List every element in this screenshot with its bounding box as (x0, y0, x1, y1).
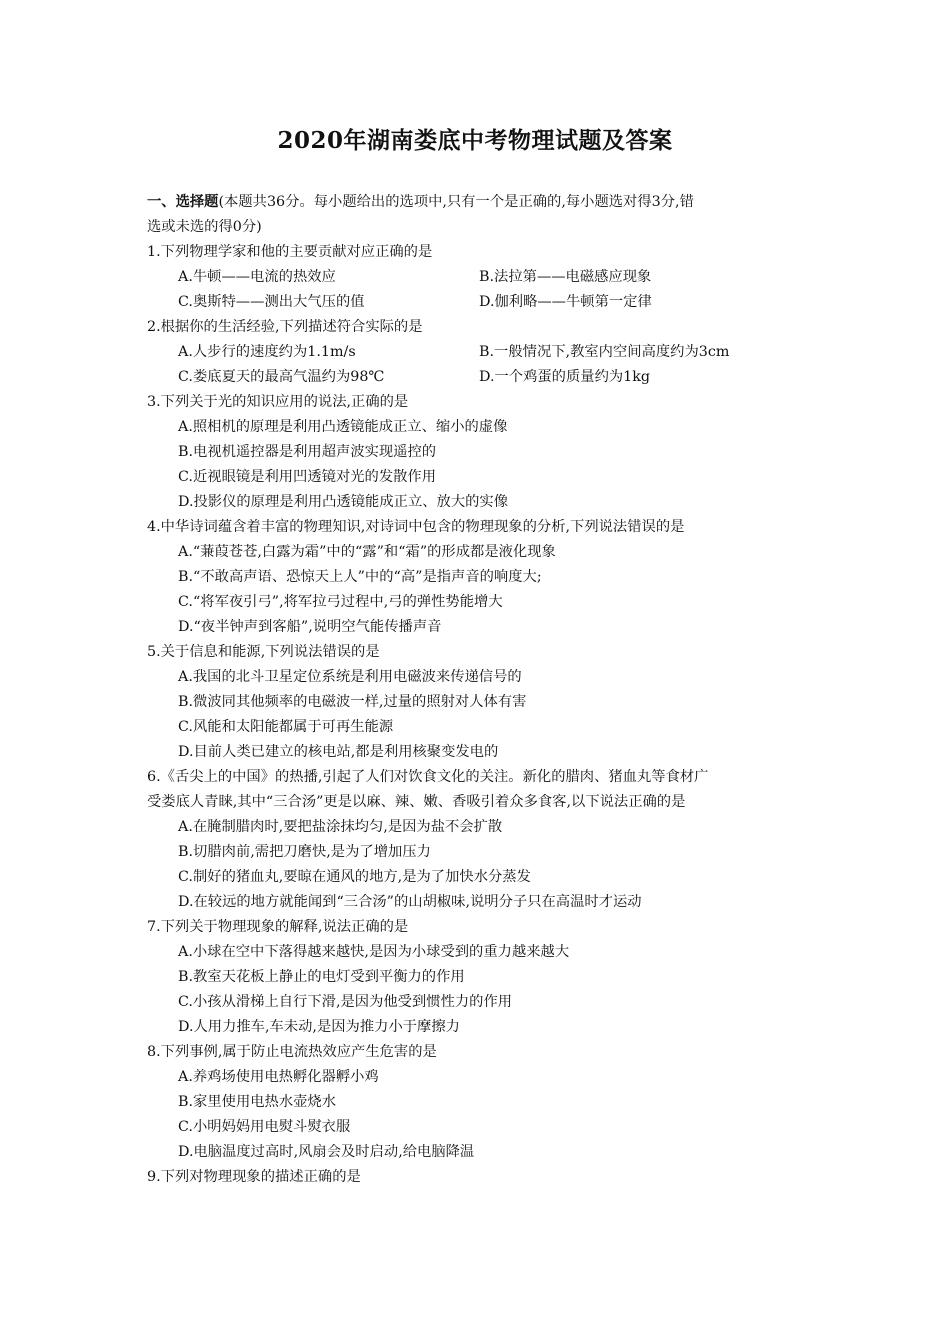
question-3-option-d: D.投影仪的原理是利用凸透镜能成正立、放大的实像 (178, 494, 509, 510)
question-8-option-c: C.小明妈妈用电熨斗熨衣服 (178, 1119, 351, 1135)
question-6-option-d: D.在较远的地方就能闻到“三合汤”的山胡椒味,说明分子只在高温时才运动 (178, 894, 642, 910)
question-7-option-a: A.小球在空中下落得越来越快,是因为小球受到的重力越来越大 (178, 944, 570, 960)
question-7-stem: 7.下列关于物理现象的解释,说法正确的是 (147, 919, 409, 935)
question-9-stem: 9.下列对物理现象的描述正确的是 (147, 1169, 361, 1185)
question-8-option-d: D.电脑温度过高时,风扇会及时启动,给电脑降温 (178, 1144, 475, 1160)
question-2-option-a: A.人步行的速度约为1.1m/s (178, 344, 356, 360)
question-8-option-a: A.养鸡场使用电热孵化器孵小鸡 (178, 1069, 379, 1085)
question-4-option-b: B.“不敢高声语、恐惊天上人”中的“高”是指声音的响度大; (178, 569, 542, 585)
question-5-option-a: A.我国的北斗卫星定位系统是利用电磁波来传递信号的 (178, 669, 522, 685)
question-7-option-d: D.人用力推车,车未动,是因为推力小于摩擦力 (178, 1019, 460, 1035)
question-6-option-a: A.在腌制腊肉时,要把盐涂抹均匀,是因为盐不会扩散 (178, 819, 503, 835)
question-2-option-b: B.一般情况下,教室内空间高度约为3cm (479, 344, 730, 360)
question-7-option-c: C.小孩从滑梯上自行下滑,是因为他受到惯性力的作用 (178, 994, 513, 1010)
section-intro-line-2: 选或未选的得0分) (147, 219, 262, 235)
question-4-stem: 4.中华诗词蕴含着丰富的物理知识,对诗词中包含的物理现象的分析,下列说法错误的是 (147, 519, 685, 535)
question-3-option-a: A.照相机的原理是利用凸透镜能成正立、缩小的虚像 (178, 419, 508, 435)
question-8-stem: 8.下列事例,属于防止电流热效应产生危害的是 (147, 1044, 437, 1060)
question-3-stem: 3.下列关于光的知识应用的说法,正确的是 (147, 394, 409, 410)
document-title: 2020年湖南娄底中考物理试题及答案 (277, 127, 673, 154)
question-6-stem: 6.《舌尖上的中国》的热播,引起了人们对饮食文化的关注。新化的腊肉、猪血丸等食材广 (147, 769, 709, 785)
question-3-option-b: B.电视机遥控器是利用超声波实现遥控的 (178, 444, 437, 460)
question-5-option-b: B.微波同其他频率的电磁波一样,过量的照射对人体有害 (178, 694, 527, 710)
question-1-option-d: D.伽利略——牛顿第一定律 (479, 294, 652, 310)
question-2-option-c: C.娄底夏天的最高气温约为98℃ (178, 369, 385, 385)
question-7-option-b: B.教室天花板上静止的电灯受到平衡力的作用 (178, 969, 465, 985)
question-2-option-d: D.一个鸡蛋的质量约为1kg (479, 369, 651, 385)
question-6-option-c: C.制好的猪血丸,要晾在通风的地方,是为了加快水分蒸发 (178, 869, 531, 885)
section-intro-line-1 (147, 190, 694, 215)
question-4-option-d: D.“夜半钟声到客船”,说明空气能传播声音 (178, 619, 442, 635)
question-5-stem: 5.关于信息和能源,下列说法错误的是 (147, 644, 380, 660)
question-5-option-d: D.目前人类已建立的核电站,都是利用核聚变发电的 (178, 744, 499, 760)
section-heading: 一、选择题 (147, 194, 219, 210)
question-3-option-c: C.近视眼镜是利用凹透镜对光的发散作用 (178, 469, 437, 485)
question-1-option-a: A.牛顿——电流的热效应 (178, 269, 336, 285)
question-1-stem: 1.下列物理学家和他的主要贡献对应正确的是 (147, 244, 433, 260)
question-4-option-c: C.“将军夜引弓”,将军拉弓过程中,弓的弹性势能增大 (178, 594, 503, 610)
question-2-stem: 2.根据你的生活经验,下列描述符合实际的是 (147, 319, 423, 335)
section-note-1: (本题共36分。每小题给出的选项中,只有一个是正确的,每小题选对得3分,错 (218, 194, 694, 210)
question-5-option-c: C.风能和太阳能都属于可再生能源 (178, 719, 394, 735)
question-6-option-b: B.切腊肉前,需把刀磨快,是为了增加压力 (178, 844, 431, 860)
question-1-option-c: C.奥斯特——测出大气压的值 (178, 294, 365, 310)
question-6-stem-continued: 受娄底人青睐,其中“三合汤”更是以麻、辣、嫩、香吸引着众多食客,以下说法正确的是 (147, 794, 686, 810)
question-1-option-b: B.法拉第——电磁感应现象 (479, 269, 652, 285)
question-8-option-b: B.家里使用电热水壶烧水 (178, 1094, 337, 1110)
question-4-option-a: A.“蒹葭苍苍,白露为霜”中的“露”和“霜”的形成都是液化现象 (178, 544, 556, 560)
